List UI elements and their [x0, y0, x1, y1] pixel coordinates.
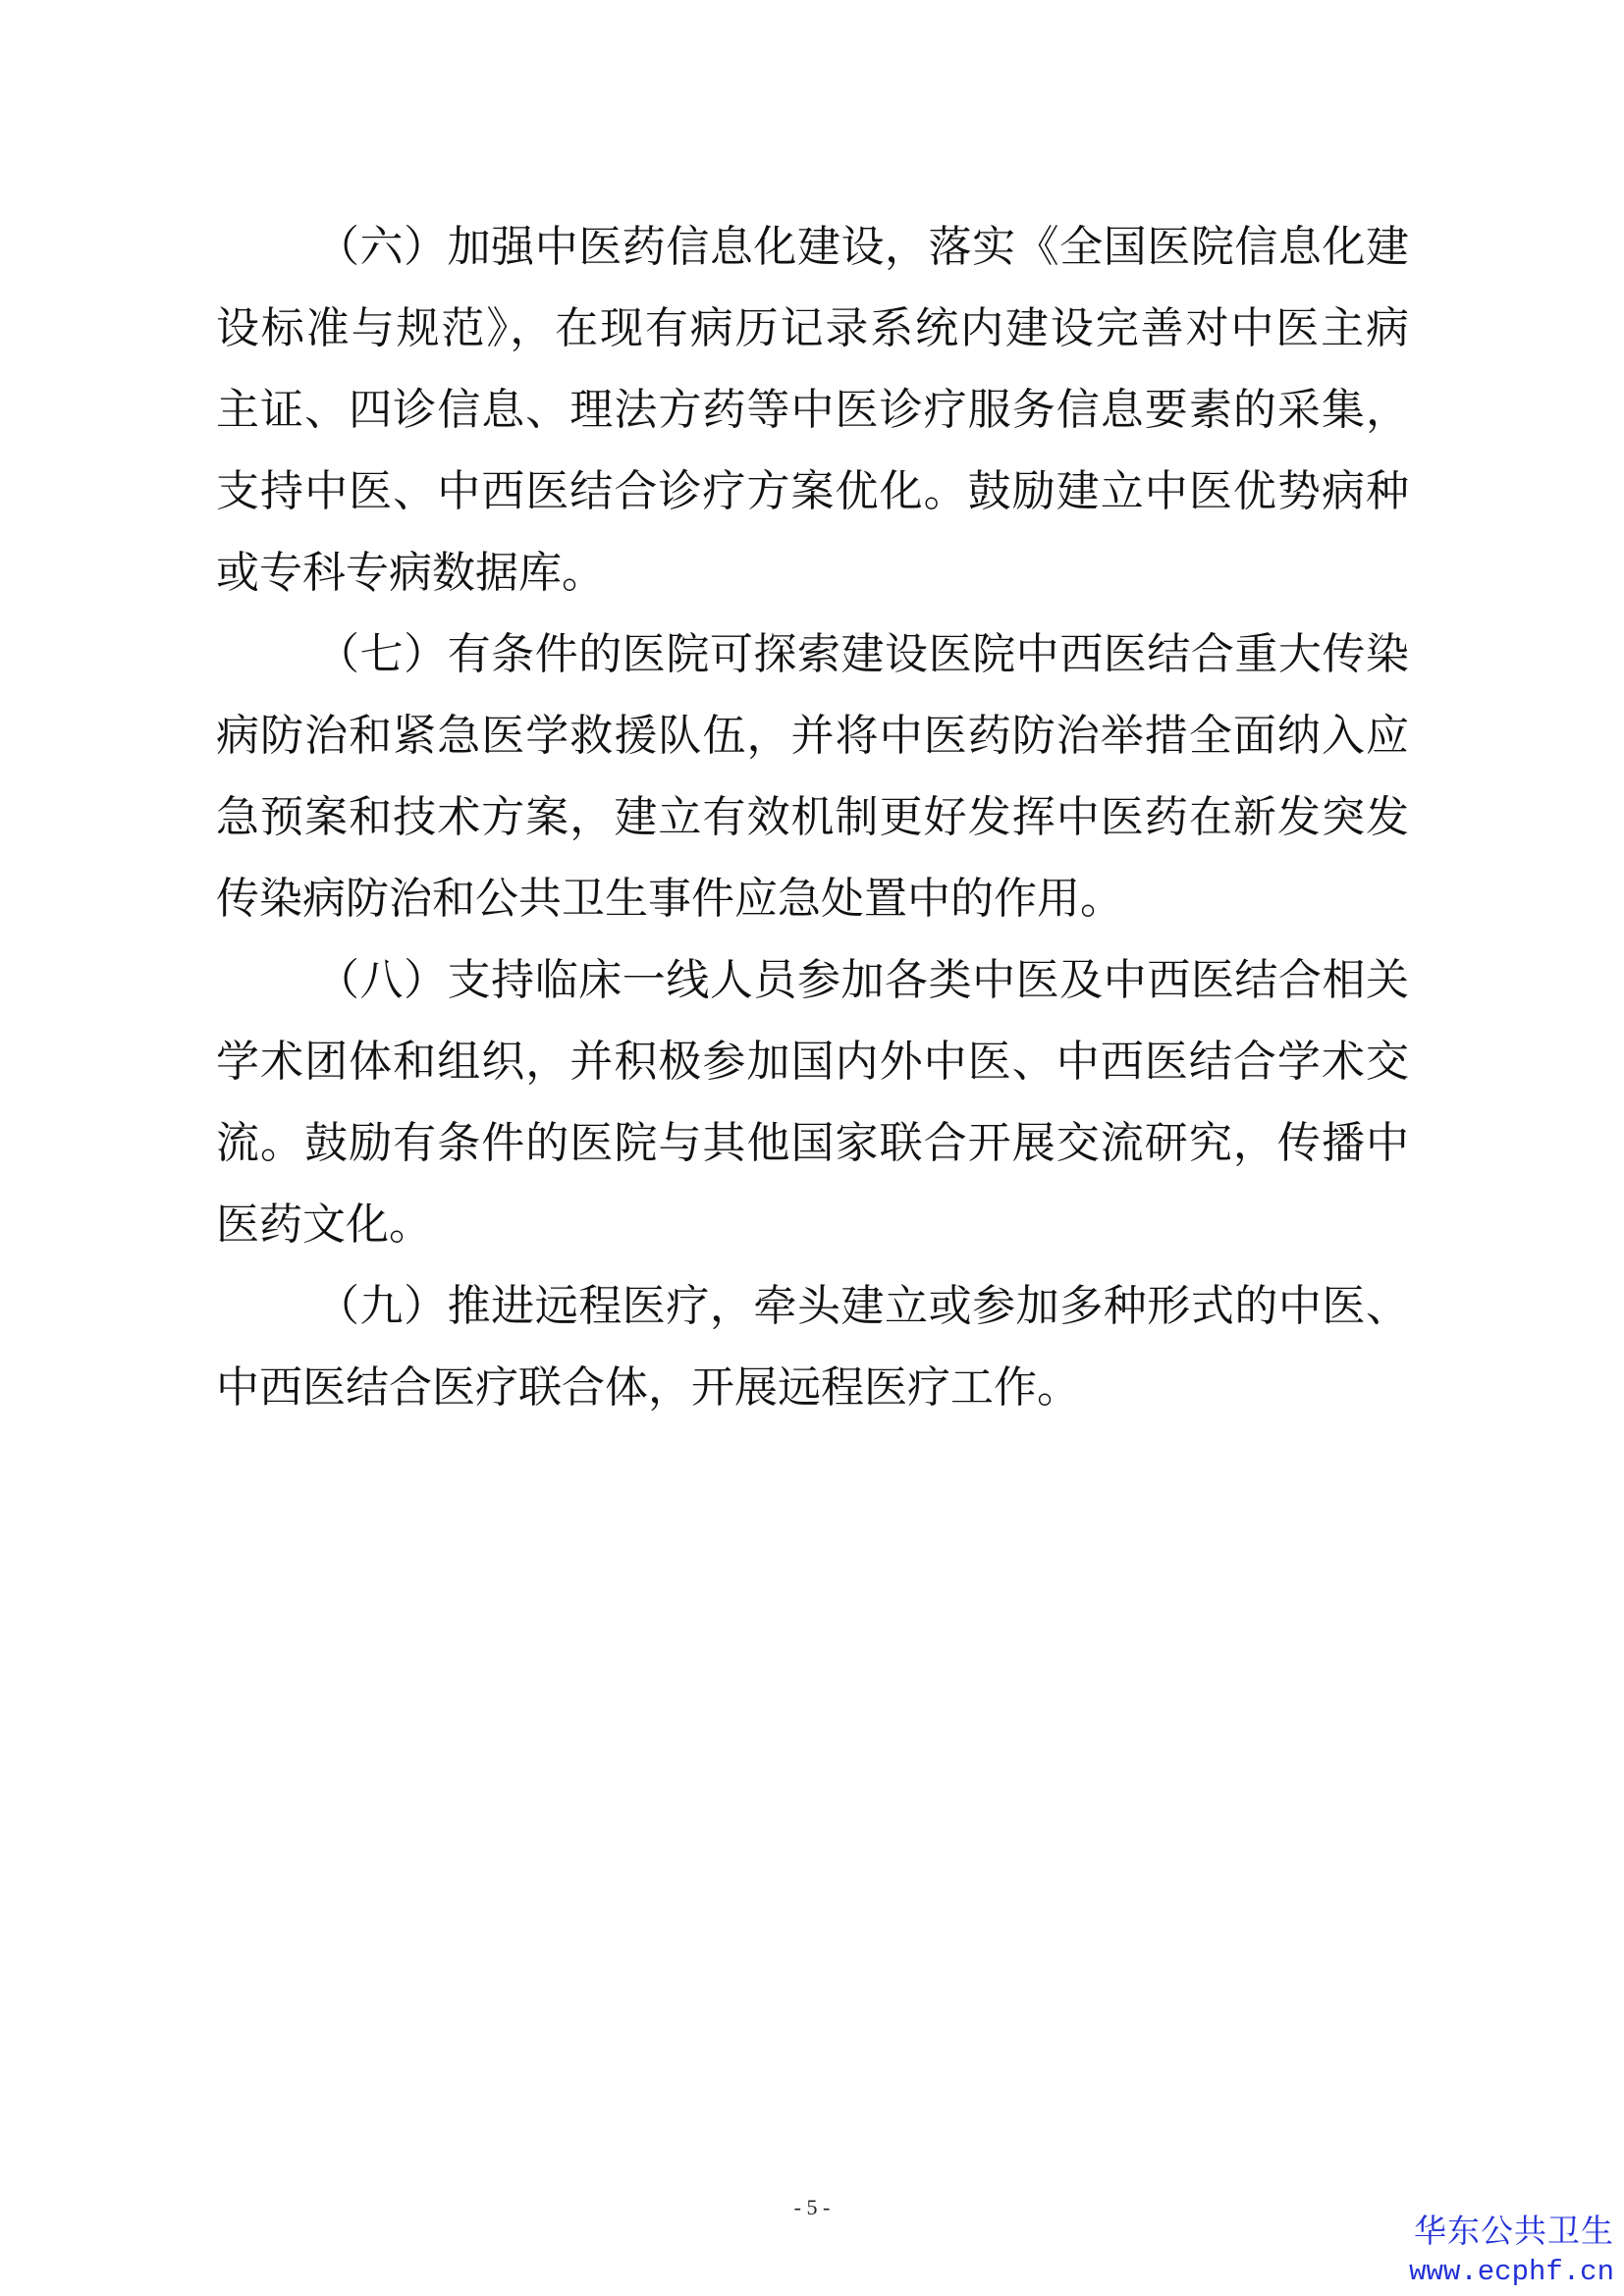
text-line: （九）推进远程医疗，牵头建立或参加多种形式的中医、: [316, 1281, 1409, 1331]
text-line: 设标准与规范》，在现有病历记录系统内建设完善对中医主病: [216, 303, 1409, 353]
text-line: （七）有条件的医院可探索建设医院中西医结合重大传染: [316, 629, 1409, 679]
text-line: 支持中医、中西医结合诊疗方案优化。鼓励建立中医优势病种: [216, 466, 1409, 516]
paragraph: [216, 939, 1409, 1265]
text-line: 病防治和紧急医学救援队伍，并将中医药防治举措全面纳入应: [216, 711, 1409, 761]
paragraph: [216, 1265, 1409, 1428]
text-line: 传染病防治和公共卫生事件应急处置中的作用。: [216, 874, 1123, 924]
document-body: [216, 206, 1409, 1428]
text-line: 学术团体和组织，并积极参加国内外中医、中西医结合学术交: [216, 1037, 1409, 1087]
paragraph: [216, 206, 1409, 614]
text-line: 中西医结合医疗联合体，开展远程医疗工作。: [216, 1362, 1080, 1413]
text-line: 急预案和技术方案，建立有效机制更好发挥中医药在新发突发: [216, 792, 1409, 842]
text-line: （八）支持临床一线人员参加各类中医及中西医结合相关: [316, 955, 1409, 1005]
watermark-name: 华东公共卫生: [1414, 2212, 1614, 2250]
paragraph: [216, 614, 1409, 939]
text-line: （六）加强中医药信息化建设，落实《全国医院信息化建: [316, 222, 1409, 272]
text-line: 流。鼓励有条件的医院与其他国家联合开展交流研究，传播中: [216, 1118, 1409, 1168]
watermark-url: www.ecphf.cn: [1409, 2256, 1614, 2288]
page-number: - 5 -: [793, 2195, 831, 2219]
text-line: 或专科专病数据库。: [216, 548, 605, 598]
text-line: 医药文化。: [216, 1200, 432, 1250]
text-line: 主证、四诊信息、理法方药等中医诊疗服务信息要素的采集，: [216, 385, 1409, 435]
site-watermark: [1409, 2210, 1614, 2292]
